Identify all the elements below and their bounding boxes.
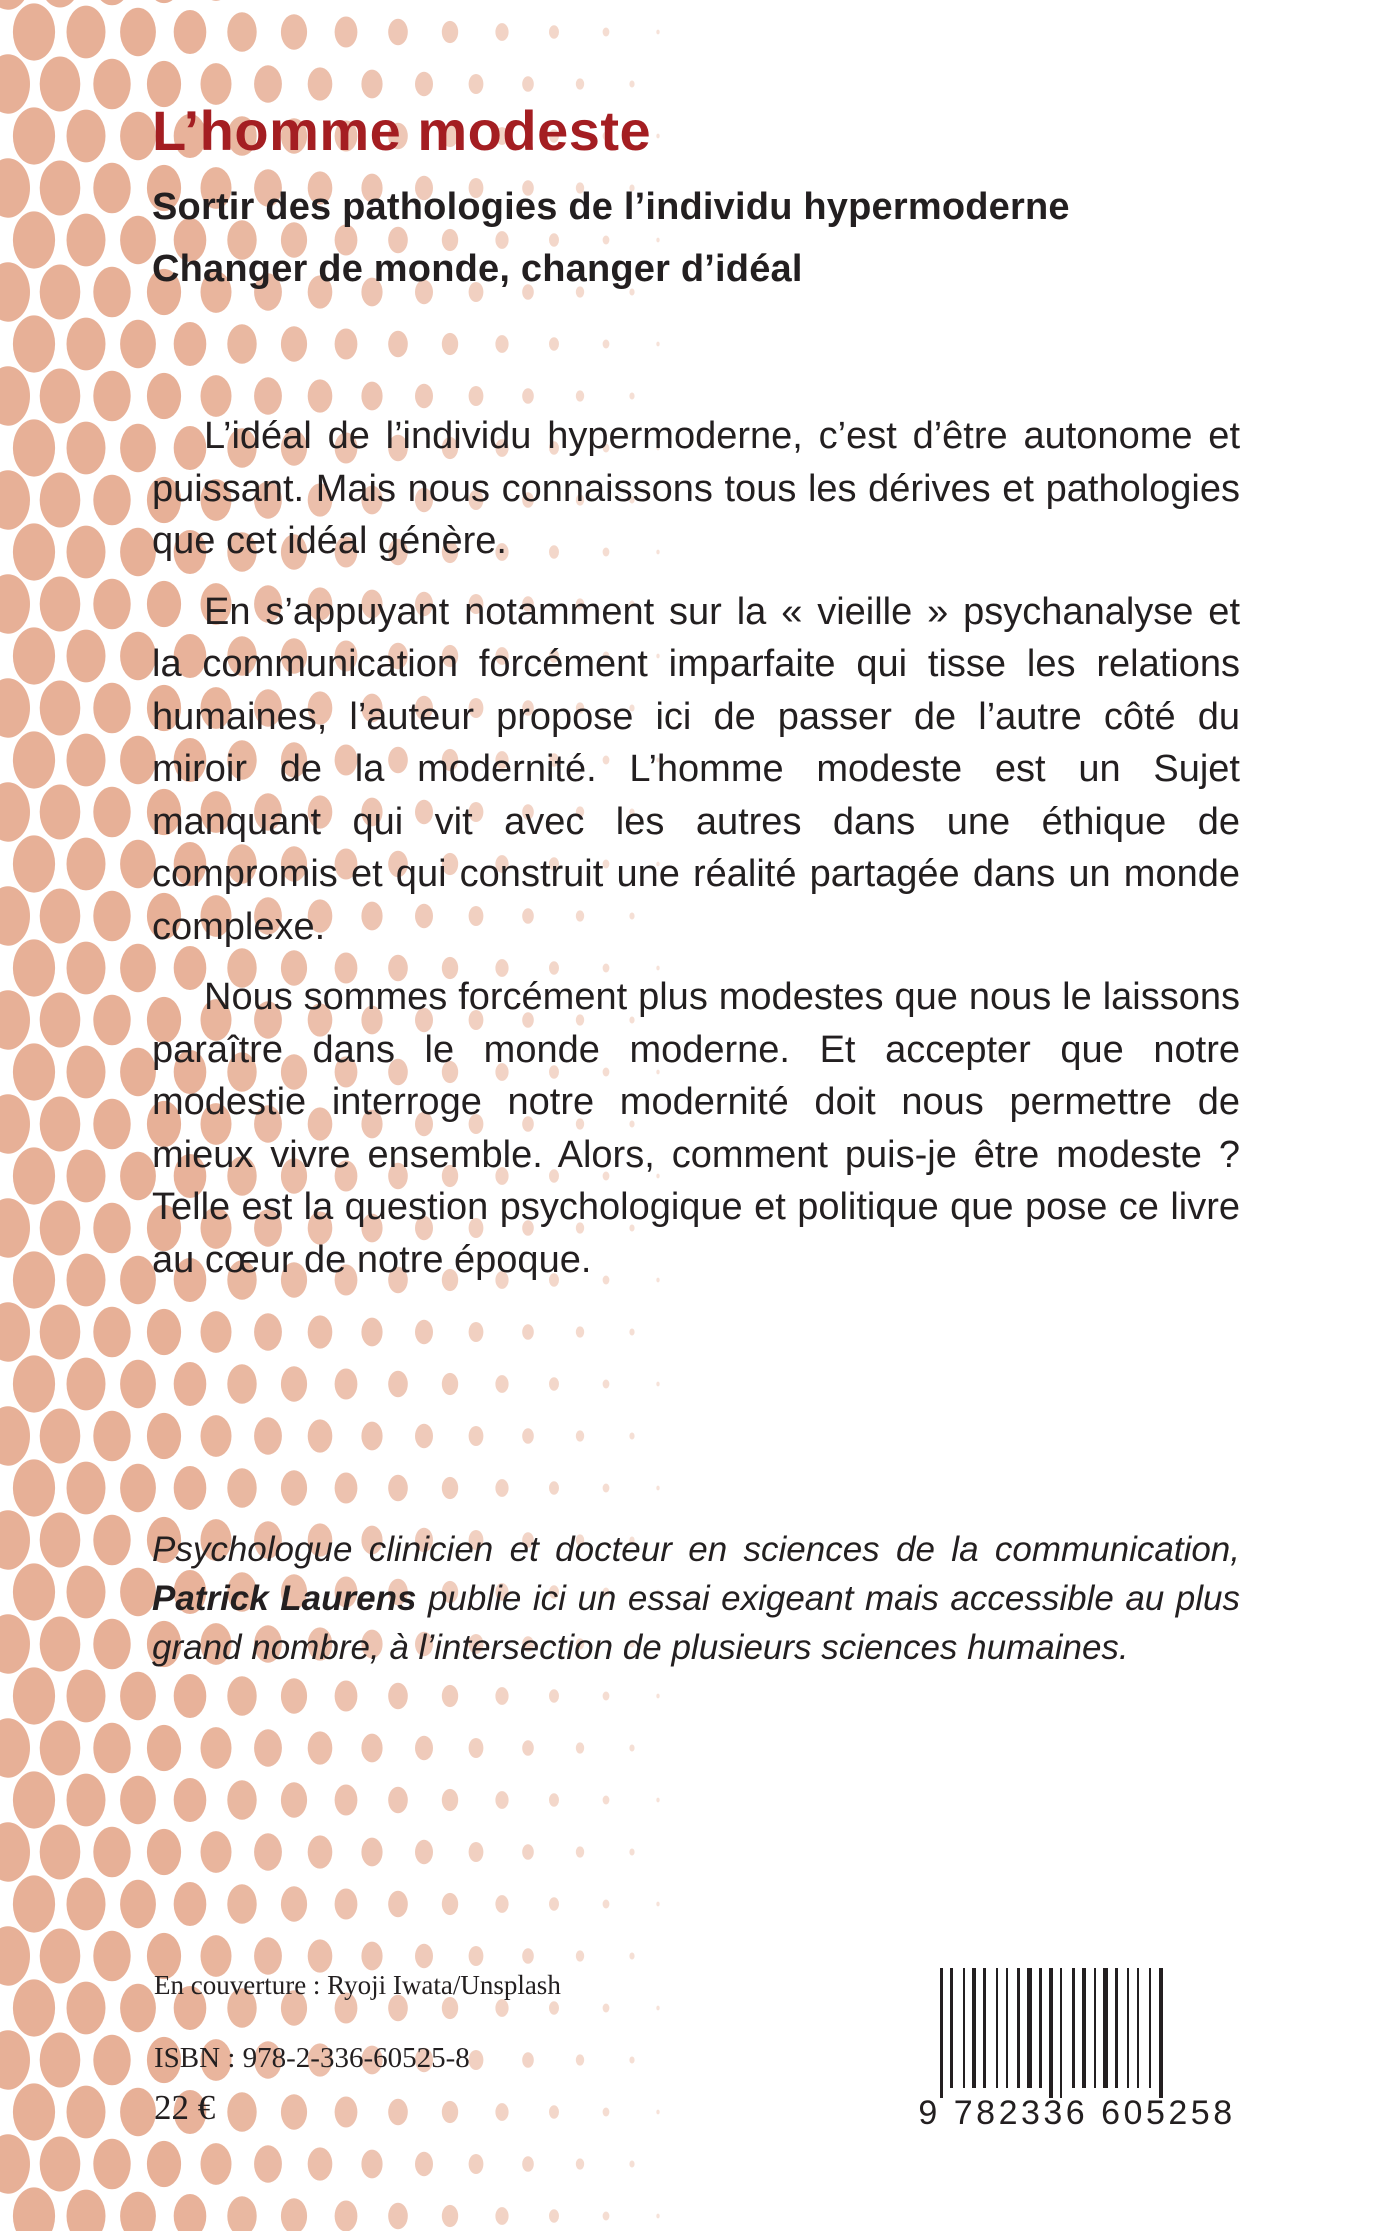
subtitle-1: Sortir des pathologies de l’individu hypermoderne <box>152 186 1070 228</box>
barcode-bar <box>1127 1968 1129 2088</box>
barcode-bar <box>983 1968 986 2088</box>
barcode-bar <box>1149 1968 1151 2088</box>
bio-intro: Psychologue clinicien et docteur en sciences de la communication, <box>152 1530 1240 1569</box>
barcode-bar <box>1103 1968 1108 2088</box>
blurb <box>152 410 1240 1304</box>
barcode-bar <box>1159 1968 1163 2098</box>
barcode-bar <box>1115 1968 1118 2088</box>
barcode-bar <box>1094 1968 1096 2088</box>
barcode-bar <box>972 1968 976 2088</box>
book-title: L’homme modeste <box>152 99 652 162</box>
blurb-paragraph-3: Nous sommes forcément plus modestes que nous le laissons paraître dans le monde moderne. Et accepter que notre modestie interroge notre modernité doit nous permettre de mieux vivre ensemble. Alors, comment puis-je être modeste ? Telle est la question psychologique et politique que pose ce livre au cœur de notre époque. <box>152 976 1240 1281</box>
barcode-bar <box>1082 1968 1086 2088</box>
author-bio <box>152 1525 1240 1672</box>
bio-rest: publie ici un essai exigeant mais accessible au plus grand nombre, à l’intersection de plusieurs sciences humaines. <box>152 1579 1240 1667</box>
subtitle-2: Changer de monde, changer d’idéal <box>152 248 803 290</box>
barcode-bar <box>1049 1968 1053 2098</box>
barcode <box>918 1960 1236 2138</box>
barcode-bar <box>1137 1968 1139 2088</box>
author-name: Patrick Laurens <box>152 1579 417 1618</box>
barcode-bar <box>996 1968 998 2088</box>
barcode-bar <box>940 1968 943 2098</box>
isbn: ISBN : 978-2-336-60525-8 <box>154 2042 470 2074</box>
barcode-bar <box>1027 1968 1032 2088</box>
blurb-paragraph-2: En s’appuyant notamment sur la « vieille » psychanalyse et la communication forcément imparfaite qui tisse les relations humaines, l’auteur propose ici de passer de l’autre côté du miroir de la modernité. L’homme modeste est un Sujet manquant qui vit avec les autres dans une éthique de compromis et qui construit une réalité partagée dans un monde complexe. <box>152 590 1240 948</box>
cover-credit: En couverture : Ryoji Iwata/Unsplash <box>154 1970 561 2000</box>
price: 22 € <box>154 2088 216 2127</box>
blurb-paragraph-1: L’idéal de l’individu hypermoderne, c’est d’être autonome et puissant. Mais nous connaissons tous les dérives et pathologies que cet idéal génère. <box>152 415 1240 562</box>
barcode-bar <box>1060 1968 1062 2098</box>
barcode-bar <box>1017 1968 1020 2088</box>
barcode-digits: 9 782336 605258 <box>918 2094 1236 2132</box>
barcode-bar <box>1039 1968 1042 2088</box>
barcode-bars <box>940 1968 1230 2098</box>
barcode-bar <box>963 1968 965 2088</box>
barcode-bar <box>1006 1968 1008 2088</box>
barcode-bar <box>950 1968 953 2088</box>
barcode-bar <box>1072 1968 1075 2088</box>
